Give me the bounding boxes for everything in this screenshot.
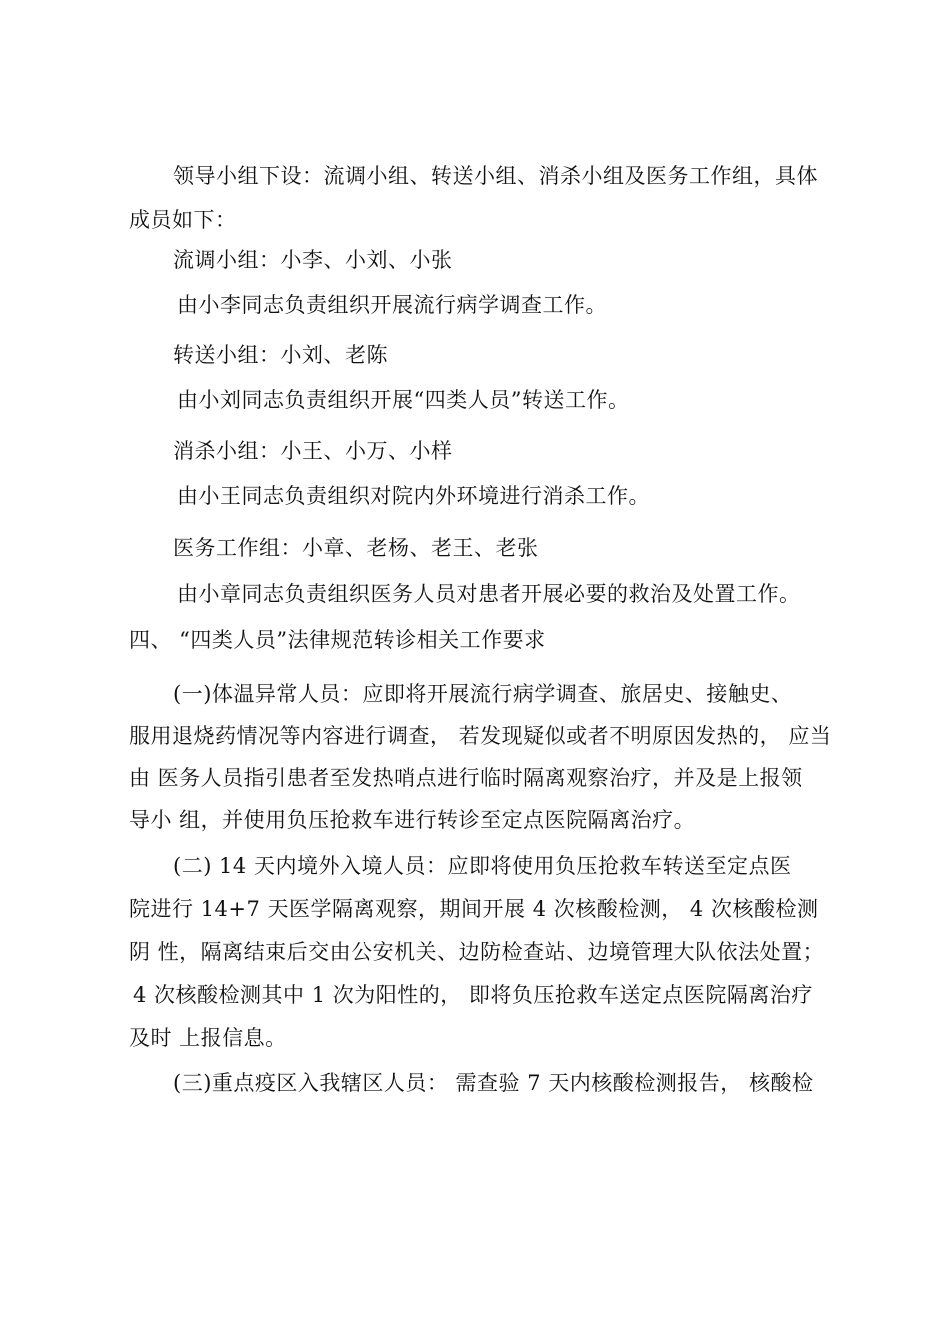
paragraph-line: 导小 组，并使用负压抢救车进行转诊至定点医院隔离治疗。 — [129, 808, 696, 832]
paragraph-line: 由小章同志负责组织医务人员对患者开展必要的救治及处置工作。 — [177, 582, 801, 606]
paragraph-line: 及时 上报信息。 — [129, 1026, 287, 1050]
paragraph-line: 服用退烧药情况等内容进行调查， 若发现疑似或者不明原因发热的， 应当 — [129, 724, 832, 748]
paragraph-line: 由小刘同志负责组织开展“四类人员”转送工作。 — [177, 388, 630, 412]
paragraph-line: 医务工作组：小章、老杨、老王、老张 — [173, 536, 539, 560]
paragraph-line: 由 医务人员指引患者至发热哨点进行临时隔离观察治疗，并及是上报领 — [129, 766, 803, 790]
paragraph-line: 由小李同志负责组织开展流行病学调查工作。 — [177, 293, 607, 317]
section-heading: 四、 “四类人员”法律规范转诊相关工作要求 — [129, 628, 546, 652]
paragraph-line: 阴 性，隔离结束后交由公安机关、边防检查站、边境管理大队依法处置； — [129, 940, 825, 964]
paragraph-line: 领导小组下设：流调小组、转送小组、消杀小组及医务工作组，具体 — [173, 164, 818, 188]
paragraph-line: 转送小组：小刘、老陈 — [173, 343, 388, 367]
paragraph-line: 消杀小组：小王、小万、小样 — [173, 439, 453, 463]
paragraph-line: 4 次核酸检测其中 1 次为阳性的， 即将负压抢救车送定点医院隔离治疗 — [133, 983, 813, 1007]
paragraph-line: 成员如下： — [129, 208, 237, 232]
paragraph-line: (二) 14 天内境外入境人员：应即将使用负压抢救车转送至定点医 — [173, 854, 792, 878]
paragraph-line: (三)重点疫区入我辖区人员： 需查验 7 天内核酸检测报告， 核酸检 — [173, 1071, 814, 1095]
paragraph-line: 由小王同志负责组织对院内外环境进行消杀工作。 — [177, 484, 650, 508]
paragraph-line: (一)体温异常人员：应即将开展流行病学调查、旅居史、接触史、 — [173, 682, 793, 706]
paragraph-line: 院进行 14+7 天医学隔离观察，期间开展 4 次核酸检测， 4 次核酸检测 — [129, 897, 819, 921]
paragraph-line: 流调小组：小李、小刘、小张 — [173, 248, 453, 272]
